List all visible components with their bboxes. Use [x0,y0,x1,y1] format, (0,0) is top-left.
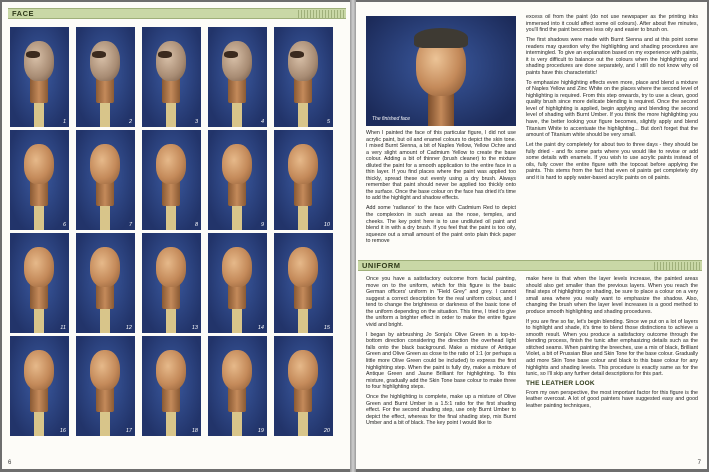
photo-base [298,204,308,230]
photo-head [24,41,54,81]
step-photo [142,233,201,333]
photo-base [34,101,44,127]
photo-head [222,247,252,287]
eyepatch-shape [158,51,172,58]
step-number: 19 [257,428,264,434]
step-photo [274,336,333,436]
step-number: 4 [260,119,264,125]
photo-head [24,144,54,184]
photo-head [90,247,120,287]
column-2-top [526,14,698,185]
photo-base [298,101,308,127]
paragraph: From my own perspective, the most important factor for this figure is the leather overcoat. A lot of good painters have suggested easy and good leather painting techniques, [526,389,698,409]
step-number: 17 [125,428,132,434]
photo-base [232,410,242,436]
step-photo [274,130,333,230]
step-photo [76,233,135,333]
leather-subhead: THE LEATHER LOOK [526,379,595,387]
photo-head [222,41,252,81]
paragraph: I began by airbrushing Jo Sonja's Olive Green in a top-to-bottom direction considering the direction the overhead light falls onto the black background. Make a mixture of Antique Green and Olive Green as close to the ratio of 1:1 (or perhaps a little more Olive Green could be included) to express the first highlighting step. When the paint is fully dry, make a mixture of Antique Green and Jaune Brilliant for highlighting. To this mixture, gradually add the Skin Tone base colour to make three to four highlighting steps. [366,331,516,391]
paragraph: excess oil from the paint (do not use newspaper as the printing inks immersed into it could affect some oil colours). After about five minutes, you'll find the paint becomes less oily and easier to brush on. [526,14,698,34]
eyepatch-shape [92,51,106,58]
step-number: 3 [194,119,198,125]
photo-head [24,247,54,287]
photo-head [90,41,120,81]
photo-base [298,410,308,436]
step-number: 5 [326,119,330,125]
step-number: 15 [323,325,330,331]
photo-head [156,247,186,287]
paragraph: make here is that when the layer levels increase, the painted areas should also get smaller than the previous layers. When you reach the final steps of highlighting or shading, be sure to place a colour on a very small area where you really want to emphasize the shadow. Also, changing the brush when the layer level increases is a good method to produce smooth highlighting and shading procedures. [526,276,698,315]
paragraph: Once you have a satisfactory outcome from facial painting, move on to the uniform, which for this figure is the basic German officers' uniform in "Field Grey" and grey. I cannot suggest a correct description for the real uniform colour, and I tend to change the brightness or darkness of the basic tone of the uniform depending on the situation. This time, I tried to give the uniform a brighter effect in order to make the entire figure vivid and bright. [366,276,516,328]
photo-base [100,101,110,127]
paragraph: When I painted the face of this particular figure, I did not use acrylic paint, but oil and enamel colours to depict the skin tone. I mixed Burnt Sienna, a bit of Naples Yellow, Yellow Ochre and a very slight amount of Cadmium Yellow to create the base colour. Adding a bit of thinner (brush cleaner) to the mixture diluted the paint for a smooth application to the entire face in a thin layer. If you find places where the paint was applied too thickly, spread these out evenly using a dry brush. Always remember that paint should never be applied too thickly onto the surface. Once the base colour on the face has dried it's time to add the highlight and shadow effects. [366,130,516,202]
paragraph: To emphasize highlighting effects even more, place and blend a mixture of Naples Yellow and Zinc White on the places where the second level of highlighting is required. From this step onwards, try to use a clean, good quality brush since more delicate blending is required. Once the second level of highlighting is applied, begin applying and blending the second level of shading with Burnt Umber. If you think the more highlighting you have, the better looking your figure becomes, slightly apply and blend Titanium White to accentuate the highlighting... But don't forget that the amount of Titanium white should be very small. [526,79,698,139]
paragraph: Let the paint dry completely for about two to three days - they should be fully dried - and fix some parts where you would like to revise or add some details with enamels. If you wish to use acrylic paints instead of oils, fully cover the entire figure with the topcoat before applying the paints. This stems from the fact that even oil paints get completely dry and it is hard to apply water-based acrylic paints on oil paints. [526,142,698,181]
eyepatch-shape [26,51,40,58]
face-section-title: FACE [12,9,35,18]
eyepatch-shape [224,51,238,58]
step-photo [10,233,69,333]
uniform-section-bar [358,260,702,271]
step-number: 1 [62,119,66,125]
step-number: 16 [59,428,66,434]
photo-base [100,410,110,436]
step-number: 18 [191,428,198,434]
step-photo [142,130,201,230]
step-number: 14 [257,325,264,331]
photo-base [100,307,110,333]
paragraph: Once the highlighting is complete, make up a mixture of Olive Green and Burnt Umber in a 1.5:1 ratio for the first shading effect. For the second shading step, use only Burnt Umber to depict the effect, whereas for the final shading step, mix Burnt Umber and a bit of black. The key point I would like to [366,394,516,427]
photo-head [90,350,120,390]
photo-base [232,204,242,230]
column-1-bottom [366,276,516,430]
photo-base [232,101,242,127]
left-page [2,2,350,469]
photo-head [156,41,186,81]
page-number-left: 6 [8,460,12,466]
photo-base [232,307,242,333]
photo-head [288,247,318,287]
step-photo [208,27,267,127]
page-number-right: 7 [697,460,701,466]
step-number: 13 [191,325,198,331]
face-section-bar [8,8,346,19]
uniform-section-title: UNIFORM [362,261,401,270]
step-number: 10 [323,222,330,228]
step-number: 8 [194,222,198,228]
step-photo [208,233,267,333]
paragraph: If you are fine so far, let's begin blending. Since we put on a lot of layers to highlight and shade, it's time to blend those distinctions to achieve a smooth result. When you produce a satisfactory outcome through the blending process, finish the tunic after emphasizing details such as the stitched seams. When painting the breeches, use a mix of black, Brilliant Violet, a bit of Prussian Blue and Skin Tone for the base colour. Gradually add more Skin Tone base colour and black to this base colour for any highlights and shading levels. This procedure is exactly same as for the tunic, so I'll skip any further detail descriptions for this part. [526,318,698,378]
photo-head [156,144,186,184]
photo-head [90,144,120,184]
step-photo [10,336,69,436]
eyepatch-shape [290,51,304,58]
step-number: 6 [62,222,66,228]
photo-head [24,350,54,390]
step-photo [76,27,135,127]
photo-caption: The finished face [372,116,411,122]
step-photo [142,27,201,127]
step-number: 7 [128,222,132,228]
right-page [356,2,707,469]
photo-base [100,204,110,230]
photo-head [288,350,318,390]
step-photo [208,336,267,436]
step-photo-grid [10,27,345,436]
photo-head [156,350,186,390]
photo-neck [428,92,454,126]
step-number: 11 [60,325,66,331]
paragraph: The first shadows were made with Burnt Sienna and at this point some readers may question why the highlighting and shading procedures are intermingled. To give an explanation based on my experience with paints, it is very difficult to balance out the colours when the highlighting and shading procedures are done separately, and I still do not know why oil paints have this characteristic! [526,37,698,76]
photo-base [166,307,176,333]
photo-base [166,101,176,127]
photo-base [166,204,176,230]
column-1-top [366,130,516,248]
step-photo [10,27,69,127]
bar-decoration [298,10,346,18]
step-photo [142,336,201,436]
column-2-bottom [526,276,698,413]
step-number: 2 [128,119,132,125]
step-photo [208,130,267,230]
photo-base [298,307,308,333]
photo-base [34,307,44,333]
step-photo [274,233,333,333]
photo-head [222,144,252,184]
paragraph: Add some 'radiance' to the face with Cadmium Red to depict the complexion in such areas as the nose, temples, and cheeks. The key point here is to use undiluted oil paint and blend it in with a dry brush. If you feel that the paint is too oily, squeeze out a small amount of the paint onto plain thick paper to remove [366,205,516,245]
photo-head [288,144,318,184]
finished-face-photo [366,16,516,126]
photo-base [34,410,44,436]
step-number: 9 [260,222,264,228]
photo-head [222,350,252,390]
step-number: 20 [323,428,330,434]
step-photo [76,130,135,230]
step-photo [10,130,69,230]
step-photo [76,336,135,436]
step-photo [274,27,333,127]
photo-head [288,41,318,81]
bar-decoration [654,262,702,270]
photo-cap [414,28,468,48]
step-number: 12 [125,325,132,331]
photo-base [34,204,44,230]
photo-base [166,410,176,436]
